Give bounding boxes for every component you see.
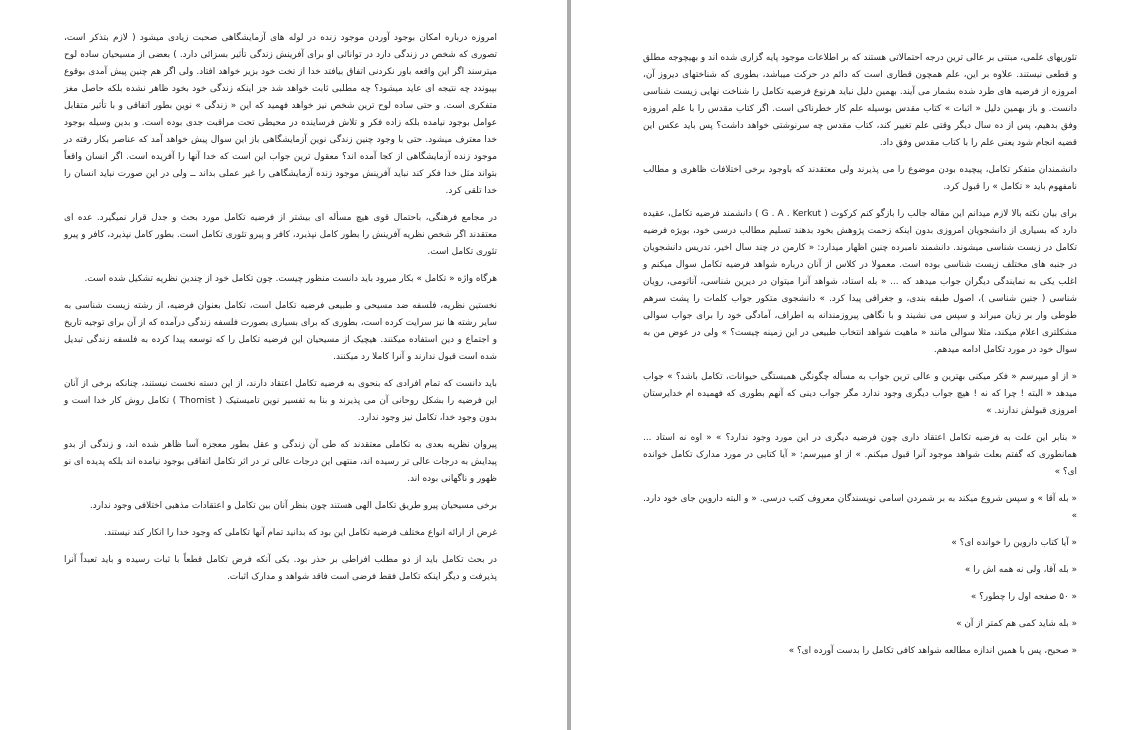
dialog-line: « بله شاید کمی هم کمتر از آن » [956, 619, 1077, 629]
dialog-line: « بله آقا، ولی نه همه اش را » [964, 565, 1077, 575]
paragraph: غرض از ارائه انواع مختلف فرضیه تکامل این بود که بدانید تمام آنها تکاملی که وجود خدا را انکار کند نیستند. [104, 528, 497, 538]
paragraph: « بنابر این علت به فرضیه تکامل اعتقاد داری چون فرضیه دیگری در این مورد وجود ندارد؟ » « اوه نه استاد ... همانطوری که گفتم بعلت شواهد موجود آنرا قبول میکنم. » از او میپرسم: « آیا کتابی در مورد مدارک تکامل خوانده ای؟ » [643, 433, 1077, 477]
paragraph: برخی مسیحیان پیرو طریق تکامل الهی هستند چون بنظر آنان بین تکامل و اعتقادات مذهبی اختلافی وجود ندارد. [89, 501, 497, 511]
dialog-line: « ۵۰ صفحه اول را چطور؟ » [970, 592, 1077, 602]
paragraph: تئوریهای علمی، مبتنی بر عالی ترین درجه احتمالاتی هستند که بر اطلاعات موجود پایه گزاری شده اند و بهیچوجه مطلق و قطعی نیستند. علاوه بر این، علم همچون قطاری است که دائم در حرکت میباشد، بطوری که شناختهای دیروز آن، امروزه از فرضیه های طرد شده بشمار می آیند. بهمین دلیل نباید هرنوع فرضیه تکامل را شناخت نهایی زیست شناسی دانست. و باز بهمین دلیل « اثبات » کتاب مقدس بوسیله علم کار خطرناکی است. اگر کتاب مقدس را با علم امروزه وفق بدهیم، پس از ده سال دیگر وقتی علم تغییر کند، کتاب مقدس چه سرنوشتی خواهد داشت؟ پس باید عکس این قضیه انجام شود یعنی علم را با کتاب مقدس وفق داد. [643, 53, 1077, 148]
paragraph: در بحث تکامل باید از دو مطلب افراطی بر حذر بود. یکی آنکه فرض تکامل قطعاً با ثبات رسیده و باید تعبداً آنرا پذیرفت و دیگر اینکه تکامل فقط فرضی است فاقد شواهد و مدارک اثبات. [64, 555, 497, 582]
paragraph: دانشمندان متفکر تکامل، پیچیده بودن موضوع را می پذیرند ولی معتقدند که باوجود برخی اختلافات ظاهری و مطالب نامفهوم باید « تکامل » را قبول کرد. [643, 165, 1077, 192]
paragraph: برای بیان نکته بالا لازم میدانم این مقاله جالب را بازگو کنم کرکوت ( G . A . Kerkut ) دانشمند فرضیه تکامل، عقیده دارد که بسیاری از دانشجویان امروزی بدون اینکه زحمت پژوهش بخود بدهند تسلیم مطالب درسی خود، بویژه فرضیه تکامل در زیست شناسی میشوند. دانشمند نامبرده چنین اظهار میدارد: « کارمن در چند سال اخیر، تدریس دانشجویان در جنبه های مختلف زیست شناسی بوده است. معمولا در کلاس از آنان درباره شواهد فرضیه تکامل سوال میکنم و اغلب یکی به نمایندگی دیگران جواب میدهد که ... « بله استاد، شواهد آنرا میتوان در دیرین شناسی، آناتومی، رویان شناسی ( جنین شناسی )، اصول طبقه بندی، و جغرافی پیدا کرد. » دانشجوی متکور جواب کلمات را پشت سرهم طوطی وار بر زبان میراند و سپس می نشیند و با نگاهی پیروزمندانه به اطراف، آمادگی خود را برای جواب سوالی مشکلتری اعلام میکند، مثلا سوالی مانند « ماهیت شواهد انتخاب طبیعی در این زمینه چیست؟ » ولی در عوض من به سوال خود در مورد تکامل ادامه میدهم. [643, 209, 1077, 355]
page-text-column [64, 30, 497, 596]
paragraph: هرگاه واژه « تکامل » بکار میرود باید دانست منظور چیست. چون تکامل خود از چندین نظریه تشکیل شده است. [84, 274, 497, 284]
paragraph: امروزه درباره امکان بوجود آوردن موجود زنده در لوله های آزمایشگاهی صحبت زیادی میشود ( لازم بتذکر است، تصوری که شخص در زندگی دارد در توانائی او برای آفرینش زندگی تأثیر بسزائی دارد. ) بعضی از مسیحیان ساده لوح میترسند اگر این واقعه باور نکردنی اتفاق بیافتد خدا از تخت خود بزیر خواهد افتاد. ولی اگر هم چنین پیش آمدی بوقوع بپیوندد چه نتیجه ای عاید میشود؟ چه مطلبی ثابت خواهد شد جز اینکه زندگی خود بخود ظاهر نشده بلکه حاصل مغز متفکری است. و حتی ساده لوح ترین شخص نیز خواهد فهمید که این « زندگی » نوین بطور اتفاقی و با تأثیر متقابل عوامل بوجود نیامده بلکه زاده فکر و تلاش فرساینده در محیطی تحت مراقبت جدی بوده است. و بدین وسیله بوجود خدا معترف میشود. حتی با وجود چنین زندگی نوین آزمایشگاهی باز این سوال پیش خواهد آمد که عناصر بکار رفته در موجود زنده آزمایشگاهی از کجا آمده اند؟ معقول ترین جواب این است که خدا آنها را آفریده است. اگر انسان واقعاً بتواند مثل خدا فکر کند نباید آفرینش موجود زنده آزمایشگاهی را غیر عملی بداند ــ ولی در این صورت نباید انسان را خدا تلقی کرد. [64, 33, 497, 196]
document-page-left [0, 0, 567, 730]
paragraph: در مجامع فرهنگی، باحتمال قوی هیچ مسأله ای بیشتر از فرضیه تکامل مورد بحث و جدل قرار نمیگیرد. عده ای معتقدند اگر شخص نظریه آفرینش را بطور کامل نپذیرد، کافر و پیرو تئوری تکامل است. بطور کامل نپذیرد، کافر و پیرو تئوری تکامل است. [64, 213, 497, 257]
dialog-line: « آیا کتاب داروین را خوانده ای؟ » [951, 538, 1077, 548]
paragraph: نخستین نظریه، فلسفه ضد مسیحی و طبیعی فرضیه تکامل است، تکامل بعنوان فرضیه، از رشته زیست شناسی به سایر رشته ها نیز سرایت کرده است، بطوری که برای بسیاری بصورت فلسفه زندگی درآمده که از آن برای توجیه تاریخ و اجتماع و دین استفاده میکنند. هیچیک از مسیحیان این فرضیه تکامل را که توسعه پیدا کرده به فلسفه زندگی تبدیل شده است قبول ندارند و آنرا کاملا رد میکنند. [64, 301, 497, 362]
paragraph: « از او میپرسم « فکر میکنی بهترین و عالی ترین جواب به مسأله چگونگی همبستگی حیوانات، تکامل باشد؟ » جواب میدهد « البته ! چرا که نه ! هیچ جواب دیگری وجود ندارد مگر جواب دینی که آنهم بطوری که فهمیده ام خدایرستان امروزی قبولش ندارند. » [643, 372, 1077, 416]
paragraph: باید دانست که تمام افرادی که بنحوی به فرضیه تکامل اعتقاد دارند، از این دسته نخست نیستند، چنانکه برخی از آنان این فرضیه را بشکل روحانی آن می پذیرند و بنا به تفسیر نوین تامیستیک ( Thomist ) تکامل روش کار خدا است و بدون وجود خدا، تکامل نیز وجود ندارد. [64, 379, 497, 423]
dialog-line: « صحیح، پس با همین اندازه مطالعه شواهد کافی تکامل را بدست آورده ای؟ » [788, 646, 1077, 656]
page-text-column [643, 50, 1077, 670]
paragraph: « بله آقا » و سپس شروع میکند به بر شمردن اسامی نویسندگان معروف کتب درسی. « و البته داروین جای خود دارد. » [643, 494, 1077, 521]
paragraph: پیروان نظریه بعدی به تکاملی معتقدند که طی آن زندگی و عقل بطور معجزه آسا ظاهر شده اند، و زندگی از بدو پیدایش به درجات عالی تر رسیده اند، منتهی این درجات عالی تر در اثر تکامل اتفاقی بوجود نیامده اند بلکه پدیده ای نو ظهور و ناگهانی بوده اند. [64, 440, 497, 484]
document-page-right [571, 0, 1143, 730]
